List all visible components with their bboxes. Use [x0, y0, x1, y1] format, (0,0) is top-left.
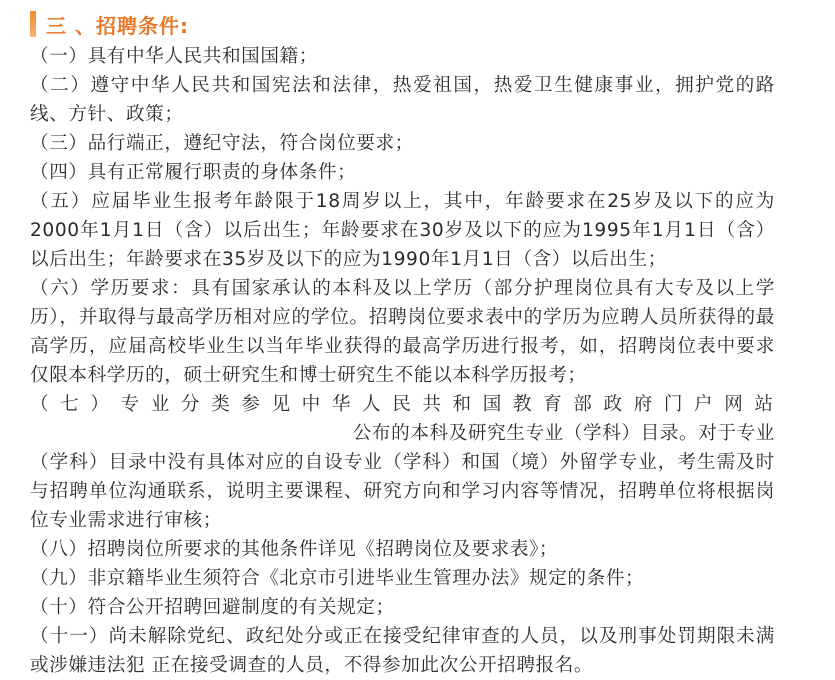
requirement-item-8: （八）招聘岗位所要求的其他条件详见《招聘岗位及要求表》；: [30, 539, 559, 560]
requirement-item-1: （一）具有中华人民共和国国籍；: [30, 46, 318, 67]
requirement-item-3: （三）品行端正，遵纪守法，符合岗位要求；: [30, 133, 414, 154]
section-header: [30, 8, 189, 40]
requirement-item-4: （四）具有正常履行职责的身体条件；: [30, 162, 357, 183]
section-accent-bar: [30, 11, 36, 37]
requirement-item-11: （十一）尚未解除党纪、政纪处分或正在接受纪律审查的人员，以及刑事处罚期限未满或涉嫌违法犯 正在接受调查的人员，不得参加此次公开招聘报名。: [30, 626, 775, 676]
requirement-item-6: （六）学历要求：具有国家承认的本科及以上学历（部分护理岗位具有大专及以上学历），并取得与最高学历相对应的学位。招聘岗位要求表中的学历为应聘人员所获得的最高学历，应届高校毕业生以当年毕业获得的最高学历进行报考，如，招聘岗位表中要求仅限本科学历的，硕士研究生和博士研究生不能以本科学历报考；: [30, 278, 775, 386]
requirement-item-7-line-1: （七）专业分类参见中华人民共和国教育部政府门户网站: [30, 394, 775, 415]
requirement-item-7-continued: （学科）目录中没有具体对应的自设专业（学科）和国（境）外留学专业，考生需及时与招聘单位沟通联系，说明主要课程、研究方向和学习内容等情况，招聘单位将根据岗位专业需求进行审核；: [30, 452, 775, 531]
requirement-item-10: （十）符合公开招聘回避制度的有关规定；: [30, 597, 395, 618]
requirement-item-7-line-2: 公布的本科及研究生专业（学科）目录。对于专业: [352, 423, 775, 444]
requirement-item-9: （九）非京籍毕业生须符合《北京市引进毕业生管理办法》规定的条件；: [30, 568, 645, 589]
section-title: 三 、招聘条件:: [46, 13, 189, 38]
requirements-list: [30, 42, 775, 680]
requirement-item-2: （二）遵守中华人民共和国宪法和法律，热爱祖国，热爱卫生健康事业，拥护党的路线、方针、政策；: [30, 75, 775, 125]
requirement-item-5: （五）应届毕业生报考年龄限于18周岁以上，其中，年龄要求在25岁及以下的应为2000年1月1日（含）以后出生；年龄要求在30岁及以下的应为1995年1月1日（含）以后出生；年龄要求在35岁及以下的应为1990年1月1日（含）以后出生；: [30, 191, 775, 270]
